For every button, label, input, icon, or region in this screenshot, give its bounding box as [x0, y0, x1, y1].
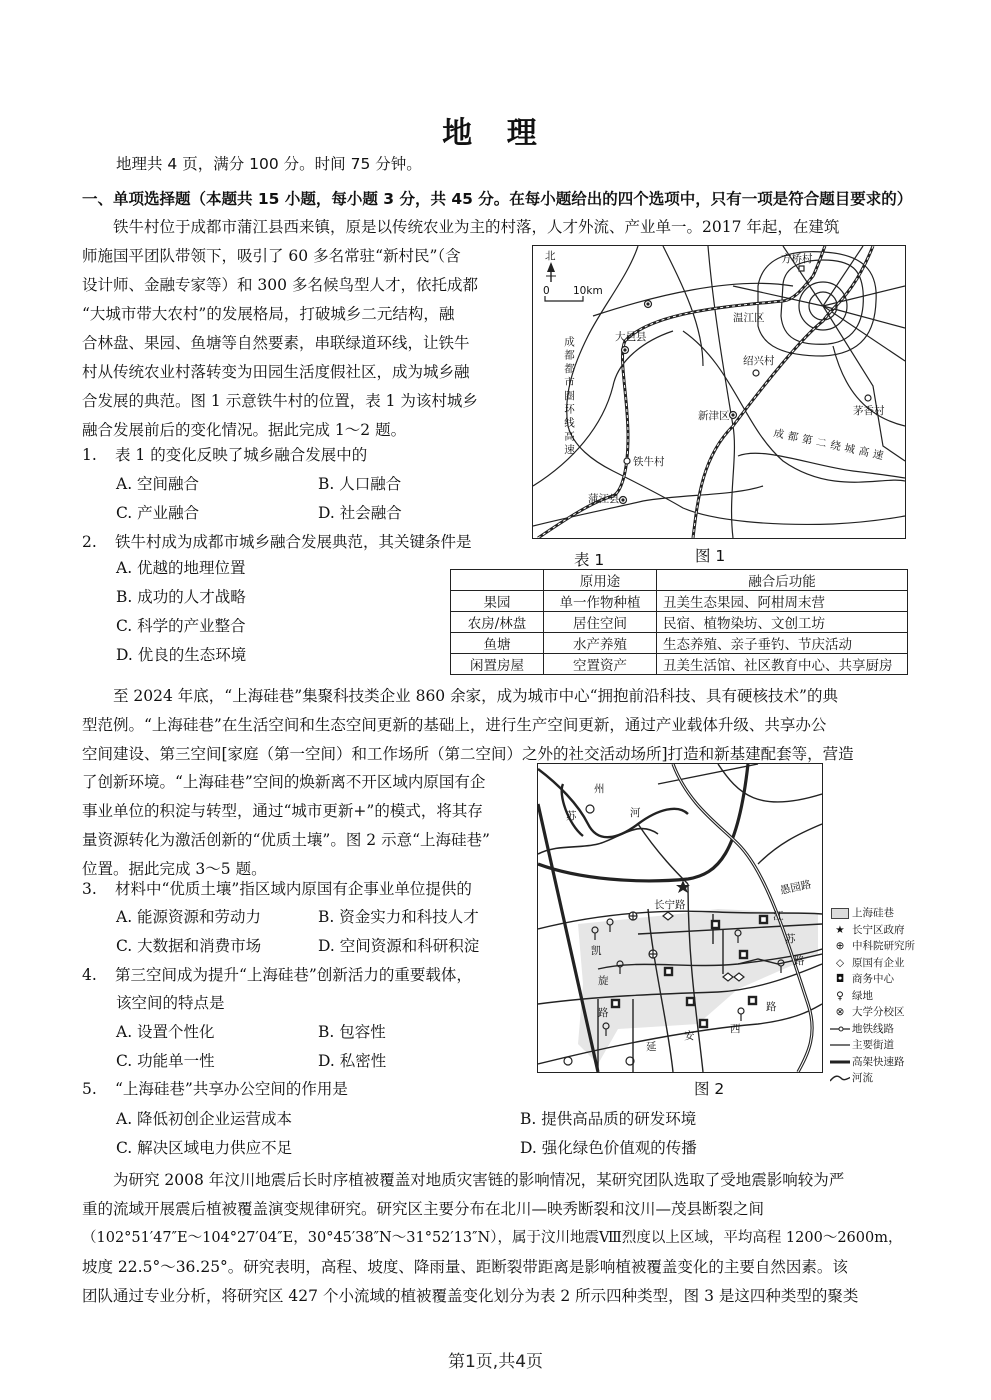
campus-icon — [586, 805, 594, 813]
question-stem: 第三空间成为提升“上海硅巷”创新活力的重要载体， — [115, 966, 472, 984]
q5-option-d[interactable]: D. 强化绿色价值观的传播 — [520, 1139, 697, 1157]
passage2-line: 位置。据此完成 3～5 题。 — [82, 860, 267, 878]
legend-item — [830, 971, 915, 988]
river — [538, 769, 688, 837]
table-header-cell: 原用途 — [544, 570, 657, 591]
star-icon: ★ — [835, 923, 845, 936]
passage3-line: 坡度 22.5°～36.25°。研究表明，高程、坡度、降雨量、距断裂带距离是影响植被覆盖变化的主要自然因素。该 — [82, 1258, 848, 1276]
river-label: 州 — [594, 783, 605, 795]
business-center-icon — [612, 1000, 619, 1007]
circle-plus-icon: ⊕ — [835, 940, 845, 952]
q2-option-b[interactable]: B. 成功的人才战略 — [116, 588, 246, 606]
legend-item — [830, 1070, 915, 1087]
question-4 — [82, 963, 472, 985]
table-cell: 民宿、植物染坊、文创工坊 — [657, 612, 908, 633]
legend-item — [830, 1021, 915, 1038]
business-center-icon — [700, 1020, 707, 1027]
silicon-alley-area — [578, 909, 818, 1064]
table1-caption: 表 1 — [574, 551, 605, 569]
table-cell: 闲置房屋 — [451, 654, 544, 675]
business-center-icon — [749, 997, 756, 1004]
q1-option-c[interactable]: C. 产业融合 — [116, 504, 200, 522]
table-header-cell: 融合后功能 — [657, 570, 908, 591]
jiangsu-road-label: 路 — [794, 955, 805, 967]
passage1-line: 村从传统农业村落转变为田园生活度假社区，成为城乡融 — [82, 363, 470, 381]
figure1-caption: 图 1 — [695, 547, 726, 565]
table-cell: 水产养殖 — [544, 633, 657, 654]
metro-line-icon — [830, 1025, 850, 1033]
table-header-row — [451, 570, 908, 591]
campus-icon: ⊗ — [835, 1006, 845, 1018]
legend-label: 高架快速路 — [852, 1055, 905, 1068]
place-label: 大邑县 — [615, 331, 647, 343]
river-icon — [830, 1073, 850, 1083]
legend-item — [830, 905, 915, 922]
passage3-line: 为研究 2008 年汶川地震后长时序植被覆盖对地质灾害链的影响情况，某研究团队选取了受地震影响较为严 — [113, 1171, 845, 1189]
business-center-icon — [712, 921, 719, 928]
legend-item — [830, 922, 915, 939]
question-number: 1. — [82, 446, 97, 464]
scale-label: 10km — [573, 285, 603, 297]
question-stem: 表 1 的变化反映了城乡融合发展中的 — [115, 446, 368, 464]
q3-option-a[interactable]: A. 能源资源和劳动力 — [116, 908, 262, 926]
figure1-map-svg — [533, 246, 905, 538]
river-label: 河 — [630, 807, 641, 819]
table-header-cell — [451, 570, 544, 591]
changning-road-label: 长宁路 — [654, 899, 686, 911]
table-cell: 农房/林盘 — [451, 612, 544, 633]
table-cell: 空置资产 — [544, 654, 657, 675]
question-4-stem-continued: 该空间的特点是 — [116, 994, 225, 1012]
passage3-body — [82, 1166, 912, 1311]
legend-label: 主要街道 — [852, 1039, 894, 1051]
business-center-icon — [760, 916, 767, 923]
road-label-second-ring: 成都第二绕城高速 — [772, 427, 889, 464]
passage3-line: （102°51′47″E～104°27′04″E，30°45′38″N～31°52′13″N），属于汶川地震Ⅷ烈度以上区域，平均高程 1200～2600m， — [82, 1230, 903, 1246]
q1-option-d[interactable]: D. 社会融合 — [318, 504, 402, 522]
table-row — [451, 633, 908, 654]
q4-option-c[interactable]: C. 功能单一性 — [116, 1052, 215, 1070]
question-stem: 材料中“优质土壤”指区域内原国有企事业单位提供的 — [115, 880, 472, 898]
q2-option-c[interactable]: C. 科学的产业整合 — [116, 617, 246, 635]
place-label: 铁牛村 — [633, 456, 665, 468]
passage2-line: 空间建设、第三空间[家庭（第一空间）和工作场所（第二空间）之外的社交活动场所]打造和新基建配套等，营造 — [82, 745, 854, 763]
place-label: 新津区 — [698, 410, 730, 422]
figure2-map — [537, 763, 823, 1073]
legend-item — [830, 1037, 915, 1054]
passage1-body — [82, 242, 522, 445]
yanan-road-label: 路 — [766, 1001, 777, 1013]
passage1-first-line: 铁牛村位于成都市蒲江县西来镇，原是以传统农业为主的村落，人才外流、产业单一。2017 年起，在建筑 — [113, 218, 840, 236]
business-center-icon — [740, 951, 747, 958]
kaixuan-road-label: 凯 — [591, 945, 602, 957]
passage1-line1 — [82, 213, 912, 242]
q1-option-b[interactable]: B. 人口融合 — [318, 475, 402, 493]
q4-option-d[interactable]: D. 私密性 — [318, 1052, 387, 1070]
main-street-icon — [830, 1041, 850, 1049]
passage2-line: 至 2024 年底，“上海硅巷”集聚科技类企业 860 余家，成为城市中心“拥抱前沿科技、具有硬核技术”的典 — [113, 687, 838, 705]
passage1-line: 师施国平团队带领下，吸引了 60 多名常驻“新村民”（含 — [82, 247, 461, 265]
legend-label: 中科院研究所 — [852, 940, 915, 952]
passage3-line: 重的流域开展震后植被覆盖演变规律研究。研究区主要分布在北川—映秀断裂和汶川—茂县断裂之间 — [82, 1200, 765, 1218]
yanan-road-label: 西 — [730, 1023, 741, 1035]
page-indicator: 第1页,共4页 — [447, 1352, 544, 1372]
passage1-line: 融合发展前后的变化情况。据此完成 1～2 题。 — [82, 421, 407, 439]
passage2-line: 事业单位的积淀与转型，通过“城市更新+”的模式，将其存 — [82, 802, 483, 820]
road-label-ring: 成都都市圈环线高速 — [563, 336, 575, 458]
question-number: 2. — [82, 533, 97, 551]
section-heading: 一、单项选择题（本题共 15 小题，每小题 3 分，共 45 分。在每小题给出的四个选项中，只有一项是符合题目要求的） — [82, 190, 913, 208]
shaded-area-icon — [831, 908, 849, 919]
kaixuan-road-label: 旋 — [598, 975, 609, 987]
table-row — [451, 654, 908, 675]
passage1-line: 合林盘、果园、鱼塘等自然要素，串联绿道环线，让铁牛 — [82, 334, 470, 352]
table-cell: 丑美生态果园、阿柑周末营 — [657, 591, 908, 612]
passage2-body-short — [82, 768, 532, 884]
q3-option-c[interactable]: C. 大数据和消费市场 — [116, 937, 262, 955]
q4-option-a[interactable]: A. 设置个性化 — [116, 1023, 215, 1041]
village-marker-icon — [624, 458, 630, 464]
legend-label: 绿地 — [852, 989, 873, 1002]
question-number: 4. — [82, 966, 97, 984]
q2-option-a[interactable]: A. 优越的地理位置 — [116, 559, 246, 577]
campus-icon — [564, 1057, 572, 1065]
legend-label: 大学分校区 — [852, 1006, 905, 1018]
figure2-legend — [830, 905, 915, 1087]
place-label: 绍兴村 — [743, 355, 775, 367]
legend-item — [830, 988, 915, 1005]
jiangsu-road-label: 苏 — [785, 933, 796, 945]
table-cell: 居住空间 — [544, 612, 657, 633]
passage1-line: “大城市带大农村”的发展格局，打破城乡二元结构，融 — [82, 305, 455, 323]
legend-label: 河流 — [852, 1072, 873, 1084]
greenland-pin-icon — [738, 1008, 744, 1021]
table-cell: 鱼塘 — [451, 633, 544, 654]
scale-zero: 0 — [543, 285, 550, 297]
passage2-line: 了创新环境。“上海硅巷”空间的焕新离不开区域内原国有企 — [82, 773, 486, 791]
table-cell: 丑美生活馆、社区教育中心、共享厨房 — [657, 654, 908, 675]
village-marker-icon — [799, 266, 804, 271]
yuyuan-road-label: 愚园路 — [779, 878, 813, 897]
pin-icon: ♀ — [836, 989, 844, 1002]
passage1-line: 设计师、金融专家等）和 300 多名候鸟型人才，依托成都 — [82, 276, 478, 294]
table-cell: 单一作物种植 — [544, 591, 657, 612]
ring-road — [781, 260, 863, 344]
business-center-icon — [665, 968, 672, 975]
north-label: 北 — [545, 250, 556, 262]
square-icon: ◘ — [835, 973, 845, 985]
table-row — [451, 591, 908, 612]
place-label: 温江区 — [733, 312, 765, 324]
q3-option-d[interactable]: D. 空间资源和科研积淀 — [318, 937, 480, 955]
legend-label: 原国有企业 — [852, 956, 905, 969]
legend-label: 商务中心 — [852, 973, 894, 985]
question-number: 3. — [82, 880, 97, 898]
passage2-line: 型范例。“上海硅巷”在生活空间和生态空间更新的基础上，进行生产空间更新，通过产业载体升级、共享办公 — [82, 716, 827, 734]
q5-option-a[interactable]: A. 降低初创企业运营成本 — [116, 1110, 293, 1128]
figure2-map-svg — [538, 764, 822, 1072]
place-label: 茅香村 — [853, 405, 885, 417]
q5-option-b[interactable]: B. 提供高品质的研发环境 — [520, 1110, 697, 1128]
passage1-line: 合发展的典范。图 1 示意铁牛村的位置，表 1 为该村城乡 — [82, 392, 478, 410]
page-title: 地 理 — [442, 116, 549, 151]
village-marker-icon — [865, 395, 871, 401]
legend-item — [830, 1054, 915, 1071]
table-cell: 果园 — [451, 591, 544, 612]
legend-item — [830, 1004, 915, 1021]
question-2 — [82, 530, 472, 552]
q3-option-b[interactable]: B. 资金实力和科技人才 — [318, 908, 479, 926]
legend-label: 地铁线路 — [852, 1022, 894, 1035]
river — [538, 829, 658, 854]
passage2-body — [82, 682, 912, 769]
question-3 — [82, 877, 472, 899]
legend-label: 长宁区政府 — [852, 923, 905, 936]
table1 — [450, 569, 908, 675]
kaixuan-road-label: 路 — [598, 1007, 609, 1019]
diamond-icon: ◇ — [835, 956, 845, 969]
question-5 — [82, 1077, 348, 1099]
question-number: 5. — [82, 1080, 97, 1098]
table-cell: 生态养殖、亲子垂钓、节庆活动 — [657, 633, 908, 654]
question-1 — [82, 443, 367, 465]
river-label: 苏 — [566, 810, 577, 822]
q2-option-d[interactable]: D. 优良的生态环境 — [116, 646, 247, 664]
q4-option-b[interactable]: B. 包容性 — [318, 1023, 386, 1041]
place-label: 方桥村 — [781, 253, 813, 265]
legend-item — [830, 938, 915, 955]
village-marker-icon — [753, 370, 759, 376]
passage2-line: 量资源转化为激活创新的“优质土壤”。图 2 示意“上海硅巷” — [82, 831, 490, 849]
legend-label: 上海硅巷 — [852, 907, 894, 919]
expressway-icon — [830, 1058, 850, 1066]
figure1-map — [532, 245, 906, 539]
table-row — [451, 612, 908, 633]
business-center-icon — [687, 998, 694, 1005]
q1-option-a[interactable]: A. 空间融合 — [116, 475, 200, 493]
legend-item — [830, 955, 915, 972]
yanan-road-label: 延 — [646, 1041, 657, 1053]
figure2-caption: 图 2 — [694, 1080, 725, 1098]
north-arrow-icon — [546, 262, 556, 282]
question-stem: 铁牛村成为成都市城乡融合发展典范，其关键条件是 — [115, 533, 472, 551]
passage3-line: 团队通过专业分析，将研究区 427 个小流域的植被覆盖变化划分为表 2 所示四种类型，图 3 是这四种类型的聚类 — [82, 1287, 859, 1305]
place-label: 蒲江县 — [588, 493, 620, 505]
jiangsu-road-label: 江 — [773, 910, 784, 922]
exam-intro: 地理共 4 页，满分 100 分。时间 75 分钟。 — [116, 155, 422, 173]
q5-option-c[interactable]: C. 解决区域电力供应不足 — [116, 1139, 293, 1157]
question-stem: “上海硅巷”共享办公空间的作用是 — [115, 1080, 348, 1098]
yanan-road-label: 安 — [684, 1030, 695, 1042]
